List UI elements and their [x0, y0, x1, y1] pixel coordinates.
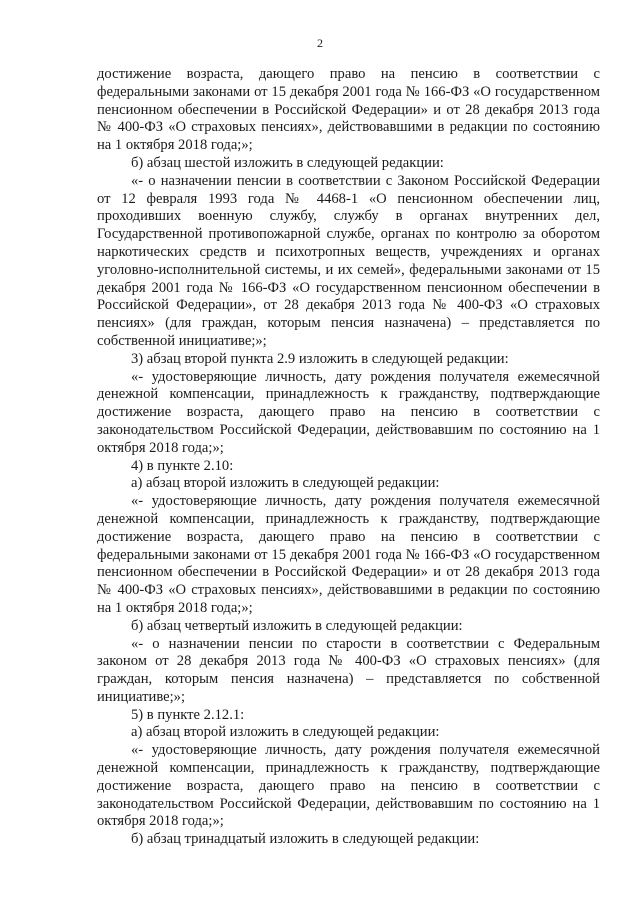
paragraph: 4) в пункте 2.10:	[131, 457, 234, 474]
paragraph: б) абзац шестой изложить в следующей редакции:	[131, 154, 444, 171]
paragraph: а) абзац второй изложить в следующей редакции:	[131, 475, 440, 492]
paragraph: 3) абзац второй пункта 2.9 изложить в следующей редакции:	[131, 350, 509, 367]
paragraph: б) абзац тринадцатый изложить в следующей редакции:	[131, 831, 480, 848]
paragraph: 5) в пункте 2.12.1:	[131, 706, 245, 723]
paragraph: б) абзац четвертый изложить в следующей редакции:	[131, 617, 463, 634]
page-number: 2	[317, 36, 323, 50]
paragraph: а) абзац второй изложить в следующей редакции:	[131, 724, 440, 741]
paragraph: «- о назначении пенсии по старости в соответствии с Федеральным законом от 28 декабря 2013 года № 400-ФЗ «О страховых пенсиях» (для граждан, которым пенсия назначена) – представляется по собственной инициативе;»;	[97, 635, 600, 705]
paragraph: достижение возраста, дающего право на пенсию в соответствии с федеральными законами от 15 декабря 2001 года № 166-ФЗ «О государственном пенсионном обеспечении в Российской Федерации» и от 28 декабря 2013 года № 400-ФЗ «О страховых пенсиях», действовавшими в редакции по состоянию на 1 октября 2018 года;»;	[97, 66, 600, 154]
paragraph: «- удостоверяющие личность, дату рождения получателя ежемесячной денежной компенсации, принадлежность к гражданству, подтверждающие достижение возраста, дающего право на пенсию в соответствии с законодательством Российской Федерации, действовавшим по состоянию на 1 октября 2018 года;»;	[97, 368, 600, 456]
paragraph: «- о назначении пенсии в соответствии с Законом Российской Федерации от 12 февраля 1993 года № 4468-1 «О пенсионном обеспечении лиц, проходивших военную службу, службу в органах внутренних дел, Государственной противопожарной службе, органах по контролю за оборотом наркотических средств и психотропных веществ, учреждениях и органах уголовно-исполнительной системы, и их семей», федеральными законами от 15 декабря 2001 года № 166-ФЗ «О государственном пенсионном обеспечении в Российской Федерации», от 28 декабря 2013 года № 400-ФЗ «О страховых пенсиях» (для граждан, которым пенсия назначена) – представляется по собственной инициативе;»;	[97, 172, 600, 349]
document-body	[97, 66, 600, 849]
paragraph: «- удостоверяющие личность, дату рождения получателя ежемесячной денежной компенсации, принадлежность к гражданству, подтверждающие достижение возраста, дающего право на пенсию в соответствии с законодательством Российской Федерации, действовавшим по состоянию на 1 октября 2018 года;»;	[97, 742, 600, 830]
paragraph: «- удостоверяющие личность, дату рождения получателя ежемесячной денежной компенсации, принадлежность к гражданству, подтверждающие достижение возраста, дающего право на пенсию в соответствии с федеральными законами от 15 декабря 2001 года № 166-ФЗ «О государственном пенсионном обеспечении в Российской Федерации» и от 28 декабря 2013 года № 400-ФЗ «О страховых пенсиях», действовавшими в редакции по состоянию на 1 октября 2018 года;»;	[97, 493, 600, 616]
